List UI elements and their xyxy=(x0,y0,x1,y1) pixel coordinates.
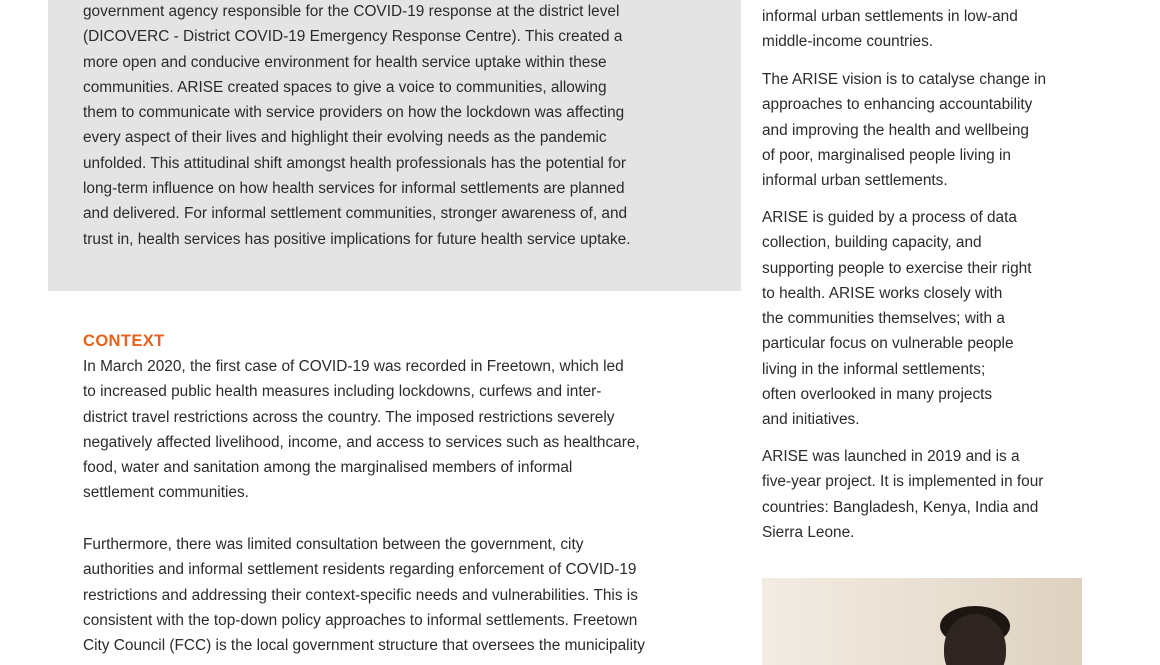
sidebar-paragraph-2: The ARISE vision is to catalyse change in approaches to enhancing accountability and improving the health and wellbeing of poor, marginalised people living in informal urban settlements. xyxy=(762,71,1047,190)
photo-background xyxy=(762,578,1082,665)
sidebar-paragraph-3: ARISE is guided by a process of data collection, building capacity, and supporting people to exercise their right to health. ARISE works closely with the communities themselves; with a particular focus on vulnerable people living in the informal settlements; often overlooked in many projects and initiatives. xyxy=(762,209,1032,429)
context-paragraph-1: In March 2020, the first case of COVID-19 was recorded in Freetown, which led to increased public health measures including lockdowns, curfews and inter- district travel restrictions across the country. The imposed restrictions severely negatively affected livelihood, income, and access to services such as healthcare, food, water and sanitation among the marginalised members of informal settlement communities. xyxy=(83,358,640,502)
context-paragraph-2: Furthermore, there was limited consultation between the government, city authorities and informal settlement residents regarding enforcement of COVID-19 restrictions and addressing their context-specific needs and vulnerabilities. This is consistent with the top-down policy approaches to informal settlements. Freetown City Council (FCC) is the local government structure that oversees the municipality xyxy=(83,536,645,655)
sidebar-paragraph-4: ARISE was launched in 2019 and is a five-year project. It is implemented in four countries: Bangladesh, Kenya, India and Sierra Leone. xyxy=(762,448,1044,541)
person-photo xyxy=(762,578,1082,665)
callout-text: government agency responsible for the COVID-19 response at the district level (DICOVERC - District COVID-19 Emergency Response Centre). This created a more open and conducive environment for health service uptake within these communities. ARISE created spaces to give a voice to communities, allowing them to communicate with service providers on how the lockdown was affecting every aspect of their lives and highlight their evolving needs as the pandemic unfolded. This attitudinal shift amongst health professionals has the potential for long-term influence on how health services for informal settlements are planned and delivered. For informal settlement communities, stronger awareness of, and trust in, health services has positive implications for future health service uptake. xyxy=(83,3,631,248)
sidebar-paragraph-1: informal urban settlements in low-and middle-income countries. xyxy=(762,8,1018,51)
context-heading: CONTEXT xyxy=(83,332,165,350)
